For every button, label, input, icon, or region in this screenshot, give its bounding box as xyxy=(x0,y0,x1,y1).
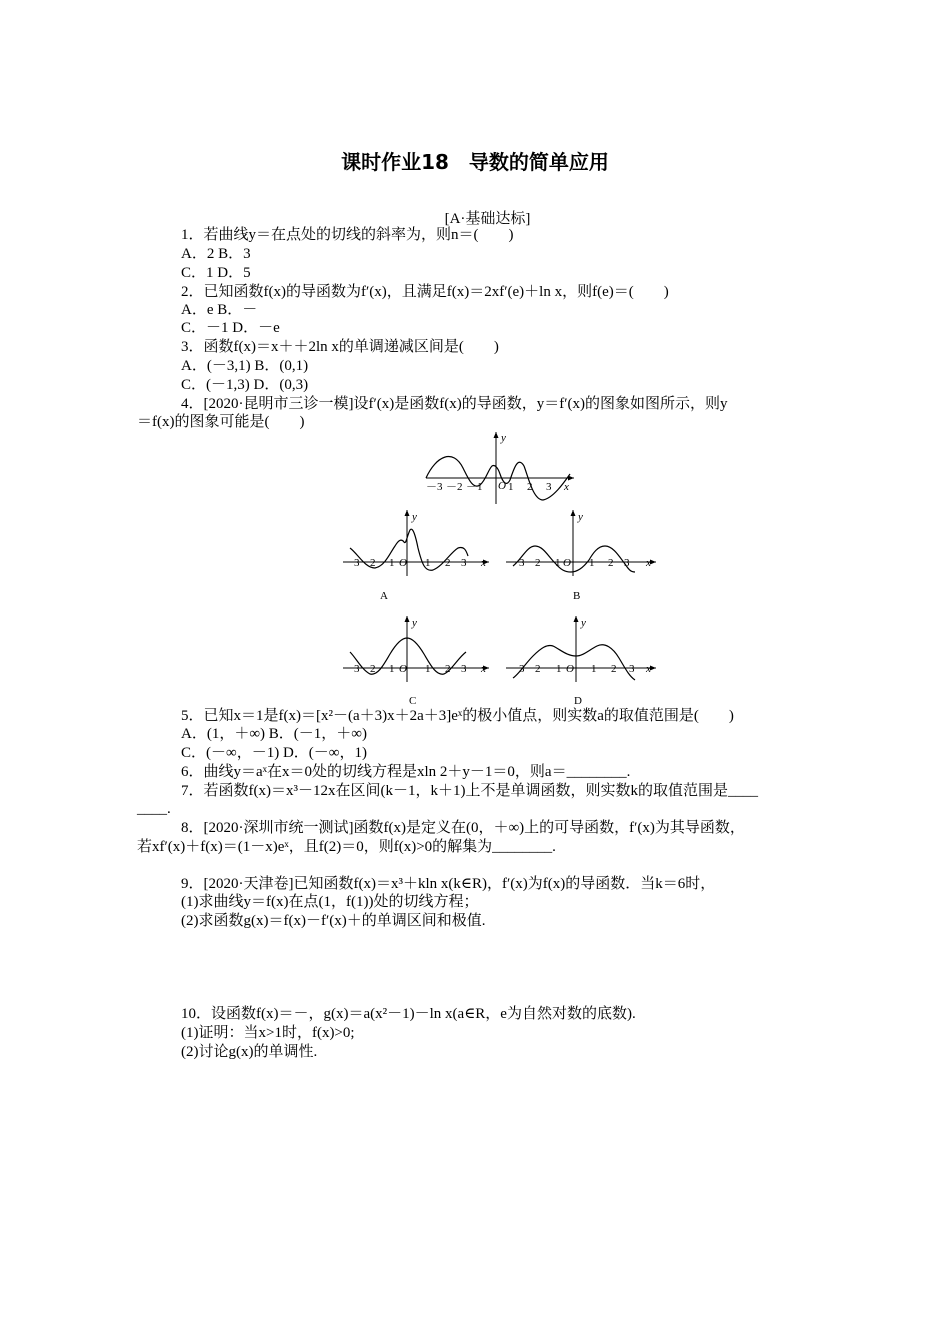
q1-options-ab: A．2 B．3 xyxy=(181,246,251,262)
option-d-graph xyxy=(503,612,658,712)
tick-label: －1 xyxy=(378,663,395,675)
axis-y-label: y xyxy=(412,617,417,629)
tick-label: －1 xyxy=(544,557,561,569)
tick-label: 1 xyxy=(508,481,514,493)
tick-label: －3 xyxy=(508,663,525,675)
q8-stem-line1: 8．[2020·深圳市统一测试]函数f(x)是定义在(0，＋∞)上的可导函数，f′(x)为其导函数， xyxy=(181,820,745,836)
tick-label: －3 xyxy=(343,557,360,569)
axis-y-label: y xyxy=(412,511,417,523)
tick-label: 3 xyxy=(461,557,467,569)
axis-x-label: x xyxy=(646,557,651,569)
origin-label: O xyxy=(566,663,574,675)
option-c-graph xyxy=(340,612,492,712)
tick-label: －2 xyxy=(524,557,541,569)
option-b-graph xyxy=(503,508,658,608)
tick-label: 1 xyxy=(425,557,431,569)
axis-x-label: x xyxy=(481,557,486,569)
q1-stem: 1．若曲线y＝在点处的切线的斜率为，则n＝( ) xyxy=(181,227,514,243)
q5-stem: 5．已知x＝1是f(x)＝[x²－(a＋3)x＋2a＋3]eˣ的极小值点，则实数a的取值范围是( ) xyxy=(181,708,734,724)
axis-y-label: y xyxy=(578,511,583,523)
axis-x-label: x xyxy=(481,663,486,675)
q3-stem: 3．函数f(x)＝x＋＋2ln x的单调递减区间是( ) xyxy=(181,339,499,355)
tick-label: 2 xyxy=(445,557,451,569)
q9-part2: (2)求函数g(x)＝f(x)－f′(x)＋的单调区间和极值. xyxy=(181,913,486,929)
option-label-b: B xyxy=(573,590,581,602)
tick-label: －3 xyxy=(426,481,443,493)
tick-label: －2 xyxy=(524,663,541,675)
q6-stem: 6．曲线y＝aˣ在x＝0处的切线方程是xln 2＋y－1＝0，则a＝________. xyxy=(181,764,631,780)
q10-stem: 10．设函数f(x)＝－，g(x)＝a(x²－1)－ln x(a∈R，e为自然对数的底数). xyxy=(181,1006,636,1022)
tick-label: －2 xyxy=(446,481,463,493)
section-heading: [A·基础达标] xyxy=(444,211,531,227)
option-label-a: A xyxy=(380,590,388,602)
q5-options-ab: A．(1，＋∞) B．(－1，＋∞) xyxy=(181,726,367,742)
q4-stem-line1: 4．[2020·昆明市三诊一模]设f′(x)是函数f(x)的导函数，y＝f′(x)的图象如图所示，则y xyxy=(181,396,728,412)
q4-stem-line2: ＝f(x)的图象可能是( ) xyxy=(137,414,305,430)
tick-label: －1 xyxy=(545,663,562,675)
q5-options-cd: C．(－∞，－1) D．(－∞，1) xyxy=(181,745,367,761)
q9-part1: (1)求曲线y＝f(x)在点(1，f(1))处的切线方程； xyxy=(181,894,479,910)
origin-label: O xyxy=(399,557,407,569)
tick-label: 1 xyxy=(591,663,597,675)
tick-label: 2 xyxy=(611,663,617,675)
tick-label: －2 xyxy=(359,663,376,675)
option-a-graph xyxy=(340,508,492,608)
q2-options-ab: A．e B．－ xyxy=(181,302,258,318)
q1-options-cd: C．1 D．5 xyxy=(181,265,251,281)
origin-label: O xyxy=(399,663,407,675)
q7-stem-line1: 7．若函数f(x)＝x³－12x在区间(k－1，k＋1)上不是单调函数，则实数k的取值范围是____ xyxy=(181,783,758,799)
tick-label: 3 xyxy=(624,557,630,569)
tick-label: 2 xyxy=(608,557,614,569)
q2-stem: 2．已知函数f(x)的导函数为f′(x)，且满足f(x)＝2xf′(e)＋ln x，则f(e)＝( ) xyxy=(181,284,669,300)
option-label-c: C xyxy=(409,695,417,707)
origin-label: O xyxy=(498,480,506,492)
tick-label: 2 xyxy=(527,481,533,493)
q7-stem-line2: ____. xyxy=(137,801,171,817)
q9-stem: 9．[2020·天津卷]已知函数f(x)＝x³＋kln x(k∈R)，f′(x)为f(x)的导函数．当k＝6时， xyxy=(181,876,716,892)
axis-x-label: x xyxy=(646,663,651,675)
tick-label: 3 xyxy=(629,663,635,675)
q2-options-cd: C．－1 D．－e xyxy=(181,320,280,336)
axis-y-label: y xyxy=(581,617,586,629)
q10-part1: (1)证明：当x>1时，f(x)>0; xyxy=(181,1025,355,1041)
q8-stem-line2: 若xf′(x)＋f(x)＝(1－x)eˣ，且f(2)＝0，则f(x)>0的解集为________. xyxy=(137,839,556,855)
tick-label: 3 xyxy=(461,663,467,675)
tick-label: 2 xyxy=(445,663,451,675)
axis-y-label: y xyxy=(501,432,506,444)
q3-options-ab: A．(－3,1) B．(0,1) xyxy=(181,358,309,374)
tick-label: 1 xyxy=(425,663,431,675)
tick-label: 3 xyxy=(546,481,552,493)
q3-options-cd: C．(－1,3) D．(0,3) xyxy=(181,377,309,393)
tick-label: －3 xyxy=(508,557,525,569)
tick-label: －1 xyxy=(378,557,395,569)
tick-label: －2 xyxy=(359,557,376,569)
axis-x-label: x xyxy=(564,481,569,493)
option-label-d: D xyxy=(574,695,582,707)
origin-label: O xyxy=(563,557,571,569)
tick-label: －1 xyxy=(466,481,483,493)
q10-part2: (2)讨论g(x)的单调性. xyxy=(181,1044,318,1060)
page-title: 课时作业18 导数的简单应用 xyxy=(341,150,609,174)
tick-label: －3 xyxy=(343,663,360,675)
derivative-graph xyxy=(418,428,578,508)
tick-label: 1 xyxy=(589,557,595,569)
